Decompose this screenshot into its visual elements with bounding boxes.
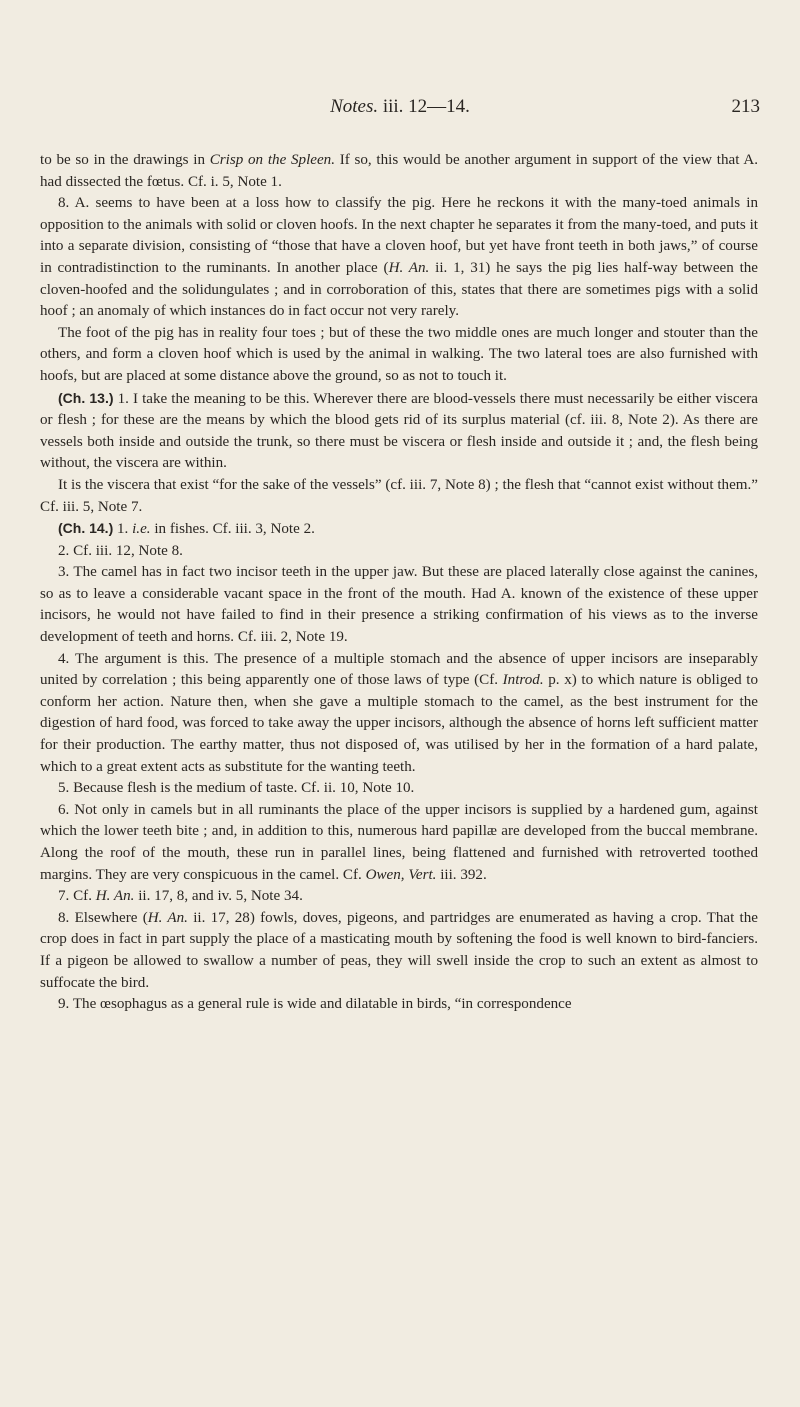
text-run: iii. 392. — [436, 866, 487, 883]
text-run: ii. 1, 31) he says the pig lies half-way between the cloven-hoofed and the solidungulates ; and in corroboration of this, states that there are sometimes pigs with a solid hoof ; an anomaly of which instances do in fact occur not very rarely. — [40, 259, 759, 320]
running-title-text: Notes. — [330, 96, 379, 117]
text-run: 8. Elsewhere ( — [58, 909, 148, 926]
notes-body — [40, 150, 758, 1016]
italic-text: Owen, Vert. — [365, 866, 437, 883]
text-run: ii. 17, 8, and iv. 5, Note 34. — [134, 888, 303, 905]
chapter-marker: (Ch. 13.) — [58, 389, 114, 406]
note-paragraph — [40, 778, 758, 800]
text-run: 7. Cf. — [58, 888, 96, 905]
text-run: 1. — [113, 521, 133, 538]
note-paragraph — [40, 886, 758, 908]
text-run: to be so in the drawings in — [40, 152, 210, 168]
text-run: 5. Because flesh is the medium of taste. Cf. ii. 10, Note 10. — [58, 780, 415, 797]
note-paragraph — [40, 518, 758, 541]
italic-text: Crisp on the Spleen. — [209, 152, 335, 168]
note-paragraph — [40, 800, 758, 886]
running-title-location: iii. 12—14. — [382, 96, 470, 117]
note-paragraph — [40, 388, 758, 475]
italic-text: H. An. — [147, 909, 188, 926]
note-paragraph — [40, 541, 758, 563]
text-run: It is the viscera that exist “for the sake of the vessels” (cf. iii. 7, Note 8) ; the flesh that “cannot exist without them.” Cf. iii. 5, Note 7. — [40, 476, 758, 515]
italic-text: H. An. — [95, 888, 135, 905]
note-paragraph — [40, 562, 758, 648]
text-run: If so, this would be another argument in support of the view that A. had dissected the fœtus. Cf. i. 5, Note 1. — [40, 152, 758, 190]
text-run: 2. Cf. iii. 12, Note 8. — [58, 542, 183, 559]
chapter-marker: (Ch. 14.) — [58, 520, 114, 537]
text-run: ii. 17, 28) fowls, doves, pigeons, and partridges are enumerated as having a crop. That the crop does in fact in part supply the place of a masticating mouth by softening the food is well known to bird-fanciers. If a pigeon be allowed to swallow a number of peas, they will swell inside the crop to such an extent as almost to suffocate the bird. — [40, 909, 758, 991]
italic-text: H. An. — [388, 259, 430, 276]
note-paragraph — [40, 323, 758, 388]
page-number: 213 — [731, 96, 760, 117]
text-run: 3. The camel has in fact two incisor teeth in the upper jaw. But these are placed laterally close against the canines, so as to leave a considerable vacant space in the front of the mouth. Had A. known of the existence of these upper incisors, he would not have failed to find in their presence a striking confirmation of his views as to the inverse development of teeth and horns. Cf. iii. 2, Note 19. — [40, 564, 758, 646]
text-run: 1. I take the meaning to be this. Wherever there are blood-vessels there must necessarily be either viscera or flesh ; for these are the means by which the blood gets rid of its surplus material (cf. iii. 8, Note 2). As there are vessels both inside and outside the trunk, so there must be viscera or flesh inside and outside it ; and, the flesh being without, the viscera are within. — [40, 390, 759, 472]
running-head — [40, 96, 760, 120]
note-paragraph — [40, 994, 758, 1016]
text-run: 9. The œsophagus as a general rule is wide and dilatable in birds, “in correspondence — [58, 996, 572, 1013]
note-paragraph — [40, 649, 758, 779]
text-run: 8. A. seems to have been at a loss how to classify the pig. Here he reckons it with the many-toed animals in opposition to the animals with solid or cloven hoofs. In the next chapter he separates it from the many-toed, and puts it into a separate division, consisting of “those that have a cloven hoof, but yet have front teeth in both jaws,” of course in contradistinction to the ruminants. In another place ( — [40, 195, 758, 276]
text-run: in fishes. Cf. iii. 3, Note 2. — [150, 521, 315, 538]
italic-text: i.e. — [132, 521, 151, 538]
note-paragraph — [40, 908, 758, 994]
note-paragraph — [40, 150, 758, 193]
note-paragraph — [40, 475, 758, 518]
running-title — [40, 96, 760, 118]
italic-text: Introd. — [502, 672, 544, 689]
note-paragraph — [40, 193, 758, 323]
text-run: 4. The argument is this. The presence of a multiple stomach and the absence of upper incisors are inseparably united by correlation ; this being apparently one of those laws of type (Cf. — [40, 650, 758, 689]
text-run: p. x) to which nature is obliged to conform her action. Nature then, when she gave a multiple stomach to the camel, as the best instrument for the digestion of hard food, was forced to take away the upper incisors, although the absence of horns left sufficient matter for their production. The earthy matter, thus not disposed of, was utilised by her in the formation of a hard palate, which to a great extent acts as substitute for the wanting teeth. — [40, 672, 758, 775]
text-run: The foot of the pig has in reality four toes ; but of these the two middle ones are much longer and stouter than the others, and form a cloven hoof which is used by the animal in walking. The two lateral toes are also furnished with hoofs, but are placed at some distance above the ground, so as not to touch it. — [40, 324, 758, 384]
text-run: 6. Not only in camels but in all ruminants the place of the upper incisors is supplied by a hardened gum, against which the lower teeth bite ; and, in addition to this, numerous hard papillæ are developed from the buccal membrane. Along the roof of the mouth, these run in parallel lines, being flattened and furnished with retroverted toothed margins. They are very conspicuous in the camel. Cf. — [40, 801, 758, 883]
